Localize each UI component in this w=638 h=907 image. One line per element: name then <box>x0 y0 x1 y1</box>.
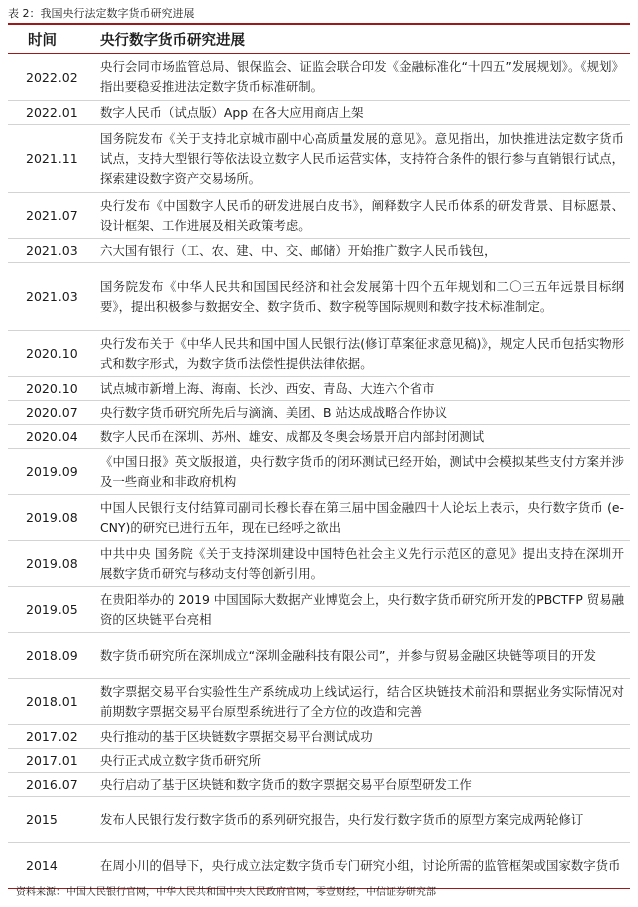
row-date: 2020.04 <box>26 429 78 444</box>
row-date: 2017.02 <box>26 729 78 744</box>
row-description: 央行会同市场监管总局、银保监会、证监会联合印发《金融标准化“十四五”发展规划》。《规划》指出要稳妥推进法定数字货币标准研制。 <box>100 59 624 94</box>
row-description: 央行发布关于《中华人民共和国中国人民银行法(修订草案征求意见稿)》，规定人民币包括实物形式和数字形式，为数字货币法偿性提供法律依据。 <box>100 335 624 371</box>
row-date: 2017.01 <box>26 753 78 768</box>
row-description: 央行数字货币研究所先后与滴滴、美团、B 站达成战略合作协议 <box>100 404 447 420</box>
row-date: 2021.03 <box>26 289 78 304</box>
row-description: 六大国有银行（工、农、建、中、交、邮储）开始推广数字人民币钱包， <box>100 242 497 258</box>
row-date: 2021.07 <box>26 208 78 223</box>
header-progress: 央行数字货币研究进展 <box>100 32 245 49</box>
table-row <box>8 725 630 749</box>
row-date: 2021.11 <box>26 151 78 166</box>
row-description: 央行启动了基于区块链和数字货币的数字票据交易平台原型研发工作 <box>100 776 472 792</box>
row-date: 2016.07 <box>26 777 78 792</box>
header-time: 时间 <box>28 32 57 49</box>
row-description: 在周小川的倡导下，央行成立法定数字货币专门研究小组，讨论所需的监管框架或国家数字货币 <box>100 857 621 873</box>
row-date: 2014 <box>26 858 58 873</box>
row-description: 央行发布《中国数字人民币的研发进展白皮书》，阐释数字人民币体系的研发背景、目标愿景、设计框架、工作进展及相关政策考虑。 <box>100 197 624 233</box>
table-body <box>8 54 630 889</box>
row-description: 《中国日报》英文版报道，央行数字货币的闭环测试已经开始，测试中会模拟某些支付方案并涉及一些商业和非政府机构 <box>100 453 624 489</box>
row-date: 2018.01 <box>26 694 78 709</box>
row-date: 2015 <box>26 812 58 827</box>
row-description: 中国人民银行支付结算司副司长穆长春在第三届中国金融四十人论坛上表示，央行数字货币 (e-CNY)的研究已进行五年，现在已经呼之欲出 <box>100 499 624 535</box>
table-row <box>8 587 630 633</box>
row-description: 试点城市新增上海、海南、长沙、西安、青岛、大连六个省市 <box>100 380 435 396</box>
row-date: 2019.08 <box>26 556 78 571</box>
row-description: 发布人民银行发行数字货币的系列研究报告，央行发行数字货币的原型方案完成两轮修订 <box>100 811 584 827</box>
row-description: 中共中央 国务院《关于支持深圳建设中国特色社会主义先行示范区的意见》提出支持在深圳开展数字货币研究与移动支付等创新引用。 <box>100 545 624 581</box>
row-description: 数字人民币（试点版）App 在各大应用商店上架 <box>100 104 364 120</box>
row-description: 在贵阳举办的 2019 中国国际大数据产业博览会上，央行数字货币研究所开发的PBCTFP 贸易融资的区块链平台亮相 <box>100 591 624 627</box>
row-description: 国务院发布《关于支持北京城市副中心高质量发展的意见》。意见指出，加快推进法定数字货币试点，支持大型银行等依法设立数字人民币运营实体，支持符合条件的银行参与直销银行试点，探索建设数字资产交易场所。 <box>100 130 624 186</box>
table-row <box>8 377 630 401</box>
table-row <box>8 449 630 495</box>
row-description: 数字票据交易平台实验性生产系统成功上线试运行，结合区块链技术前沿和票据业务实际情况对前期数字票据交易平台原型系统进行了全方位的改造和完善 <box>100 683 624 719</box>
row-date: 2019.09 <box>26 464 78 479</box>
table-row <box>8 797 630 843</box>
table-row <box>8 125 630 193</box>
table-row <box>8 101 630 125</box>
row-description: 央行推动的基于区块链数字票据交易平台测试成功 <box>100 728 373 744</box>
row-date: 2019.05 <box>26 602 78 617</box>
row-description: 数字货币研究所在深圳成立“深圳金融科技有限公司”，并参与贸易金融区块链等项目的开发 <box>100 647 597 663</box>
source-note: 资料来源：中国人民银行官网，中华人民共和国中央人民政府官网，零壹财经，中信证券研究部 <box>16 887 436 898</box>
row-description: 央行正式成立数字货币研究所 <box>100 752 262 768</box>
table-row <box>8 193 630 239</box>
table-row <box>8 331 630 377</box>
table-row <box>8 541 630 587</box>
progress-table <box>8 23 630 889</box>
table-row <box>8 425 630 449</box>
table-row <box>8 401 630 425</box>
row-date: 2022.02 <box>26 69 78 85</box>
row-date: 2018.09 <box>26 648 78 663</box>
table-row <box>8 54 630 101</box>
table-row <box>8 239 630 263</box>
table-row <box>8 633 630 679</box>
table-caption: 表 2：我国央行法定数字货币研究进展 <box>8 7 195 20</box>
row-date: 2020.07 <box>26 405 78 420</box>
row-date: 2021.03 <box>26 243 78 258</box>
row-description: 国务院发布《中华人民共和国国民经济和社会发展第十四个五年规划和二〇三五年远景目标纲要》，提出积极参与数据安全、数字货币、数字税等国际规则和数字技术标准制定。 <box>100 278 624 314</box>
row-date: 2020.10 <box>26 346 78 361</box>
table-row <box>8 679 630 725</box>
table-row <box>8 773 630 797</box>
row-date: 2022.01 <box>26 105 78 120</box>
table-row <box>8 263 630 331</box>
row-date: 2019.08 <box>26 510 78 525</box>
row-description: 数字人民币在深圳、苏州、雄安、成都及冬奥会场景开启内部封闭测试 <box>100 428 485 444</box>
row-date: 2020.10 <box>26 381 78 396</box>
table-row <box>8 495 630 541</box>
table-header <box>8 25 630 54</box>
table-row <box>8 749 630 773</box>
